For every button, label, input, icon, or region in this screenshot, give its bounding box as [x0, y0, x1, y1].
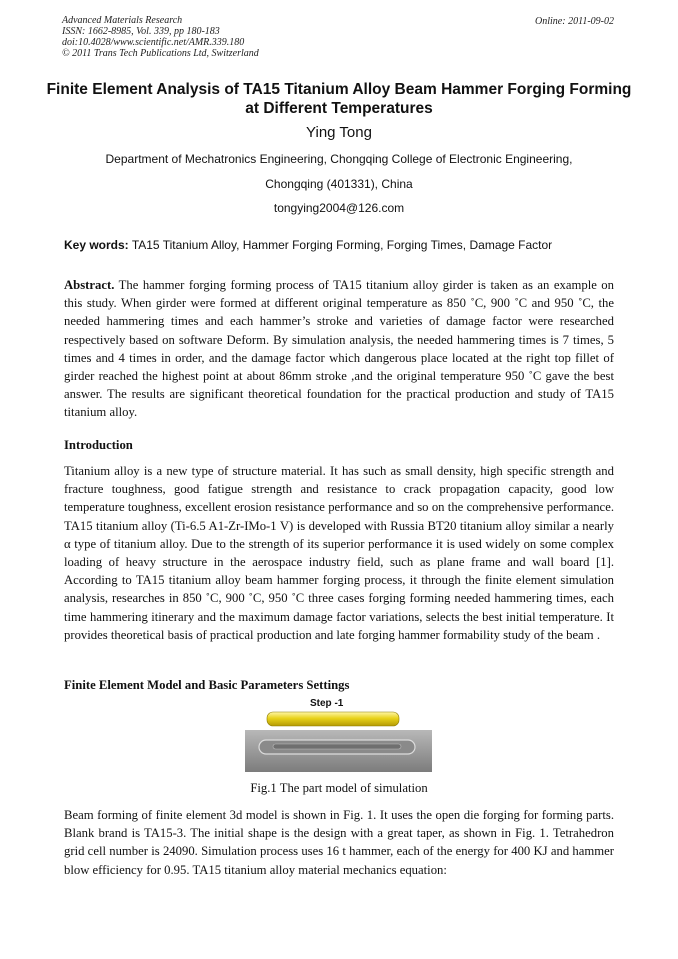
figure-step-label: Step -1: [310, 698, 344, 709]
simulation-figure: [245, 694, 432, 774]
introduction-heading: Introduction: [64, 438, 133, 452]
fem-paragraph: Beam forming of finite element 3d model is shown in Fig. 1. It uses the open die forging for forming parts. Blank brand is TA15-3. The initial shape is the design with a great taper, as shown in Fig. 1. Tetrahedron grid cell number is 24090. Simulation process uses 16 t hammer, each of the energy for 400 KJ and hammer blow efficiency for 0.95. TA15 titanium alloy material mechanics equation:: [64, 808, 614, 877]
affiliation-line-2: Chongqing (401331), China: [265, 177, 413, 191]
issn-line: ISSN: 1662-8985, Vol. 339, pp 180-183: [62, 26, 220, 37]
introduction-paragraph: Titanium alloy is a new type of structure material. It has such as small density, high specific strength and fracture toughness, good fatigue strength and resistance to crack propagation capacity, good low temperature toughness, excellent erosion resistance performance and so on the comprehensive performance. TA15 titanium alloy (Ti-6.5 A1-Zr-IMo-1 V) is developed with Russia BT20 titanium alloy similar a nearly α type of titanium alloy. Due to the strength of its superior performance it is used widely on some complex loading of heavy structure in the aerospace industry field, such as plane frame and wall board [1]. According to TA15 titanium alloy beam hammer forging process, it through the finite element simulation analysis, researches in 850 ˚C, 900 ˚C, 950 ˚C three cases forging forming needed hammering times, each time hammering itinerary and the maximum damage factor variations, selects the best initial temperature. It provides theoretical basis of practical production and late forging hammer formability study of the beam .: [64, 464, 614, 642]
lower-die-shape: [245, 730, 432, 772]
affiliation-line-1: Department of Mechatronics Engineering, Chongqing College of Electronic Engineering,: [105, 152, 573, 166]
journal-name: Advanced Materials Research: [62, 15, 183, 26]
abstract-text: The hammer forging forming process of TA15 titanium alloy girder is taken as an example on this study. When girder were formed at different original temperature as 850 ˚C, 900 ˚C and 950 ˚C, the needed hammering times and each hammer’s stroke and varieties of damage factor were researched respectively based on software Deform. By simulation analysis, the needed hammering times is 7 times, 5 times and 4 times in order, and the damage factor which dangerous place located at the right top fillet of girder reached the highest point at about 86mm stroke ,and the original temperature 950 ˚C gave the best answer. The results are significant theoretical foundation for the practical production and study of TA15 titanium alloy.: [64, 278, 614, 420]
figure-caption: Fig.1 The part model of simulation: [250, 781, 428, 795]
doi-line: doi:10.4028/www.scientific.net/AMR.339.180: [62, 37, 245, 48]
keywords-text: TA15 Titanium Alloy, Hammer Forging Forming, Forging Times, Damage Factor: [131, 238, 553, 252]
online-date: Online: 2011-09-02: [535, 16, 614, 27]
abstract-label: Abstract.: [64, 278, 115, 292]
copyright-line: © 2011 Trans Tech Publications Ltd, Switzerland: [62, 48, 259, 59]
billet-shape: [267, 712, 399, 726]
author-name: Ying Tong: [306, 124, 372, 141]
section-heading-fem: Finite Element Model and Basic Parameters Settings: [64, 678, 350, 692]
keywords-label: Key words:: [64, 238, 129, 252]
author-email: tongying2004@126.com: [273, 201, 405, 215]
abstract-paragraph: [64, 276, 614, 422]
keywords: [64, 238, 552, 252]
paper-title: Finite Element Analysis of TA15 Titanium Alloy Beam Hammer Forging Forming at Different Temperatures: [46, 81, 632, 117]
